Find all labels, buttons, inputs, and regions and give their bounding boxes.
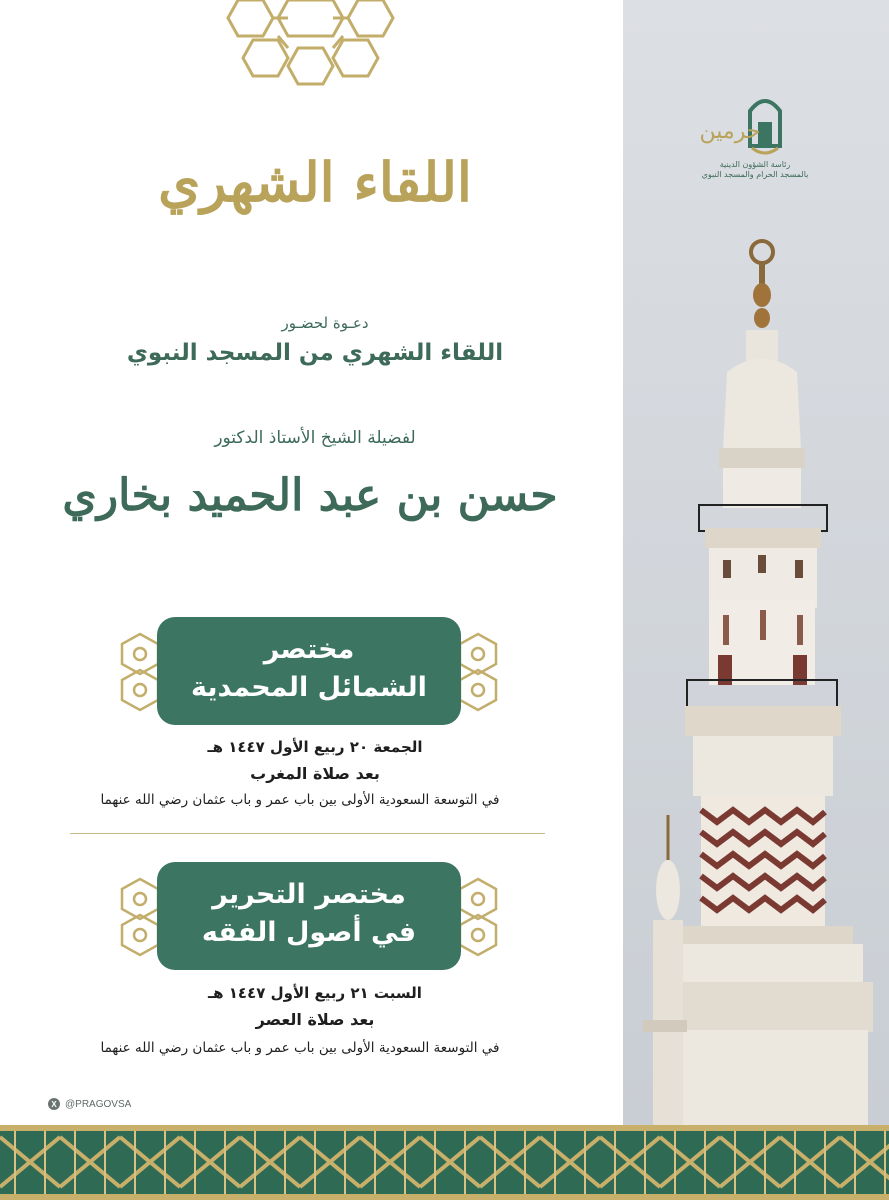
x-icon: X	[48, 1098, 60, 1110]
social-handle[interactable]	[48, 1098, 131, 1110]
session-1-title-line-2: الشمائل المحمدية	[191, 672, 427, 703]
bottom-pattern-band	[0, 1125, 889, 1200]
session-1-prayer: بعد صلاة المغرب	[250, 764, 380, 783]
logo-caption	[690, 160, 820, 180]
session-1-title-line-1: مختصر	[263, 634, 355, 665]
divider	[70, 833, 545, 834]
session-ornament-left-icon	[118, 875, 162, 959]
logo-line-2: بالمسجد الحرام والمسجد النبوي	[701, 170, 809, 179]
session-2-title-line-2: في أصول الفقه	[201, 917, 417, 948]
session-1-date: الجمعة ٢٠ ربيع الأول ١٤٤٧ هـ	[207, 738, 423, 756]
session-ornament-right-icon	[456, 875, 500, 959]
session-2-location: في التوسعة السعودية الأولى بين باب عمر و باب عثمان رضي الله عنهما	[100, 1040, 500, 1056]
social-handle-text: @PRAGOVSA	[65, 1098, 132, 1110]
logo-name: حرمين	[699, 119, 761, 144]
session-2-prayer: بعد صلاة العصر	[255, 1010, 375, 1029]
speaker-honorific: لفضيلة الشيخ الأستاذ الدكتور	[214, 428, 416, 448]
session-1-location: في التوسعة السعودية الأولى بين باب عمر و باب عثمان رضي الله عنهما	[100, 792, 500, 808]
invitation-line: دعـوة لحضـور	[281, 314, 369, 332]
session-ornament-left-icon	[118, 630, 162, 714]
session-2-date: السبت ٢١ ربيع الأول ١٤٤٧ هـ	[208, 984, 422, 1002]
bottom-interlace-pattern	[0, 1125, 889, 1200]
page-title: اللقاء الشهري	[158, 150, 472, 214]
logo-line-1: رئاسة الشؤون الدينية	[719, 160, 791, 169]
session-1-title-box	[157, 617, 461, 725]
top-geometric-ornament	[218, 0, 403, 88]
event-name: اللقاء الشهري من المسجد النبوي	[126, 340, 504, 366]
session-2-title-box	[157, 862, 461, 970]
speaker-name: حسن بن عبد الحميد بخاري	[62, 470, 558, 521]
session-ornament-right-icon	[456, 630, 500, 714]
session-2-title-line-1: مختصر التحرير	[212, 879, 406, 910]
